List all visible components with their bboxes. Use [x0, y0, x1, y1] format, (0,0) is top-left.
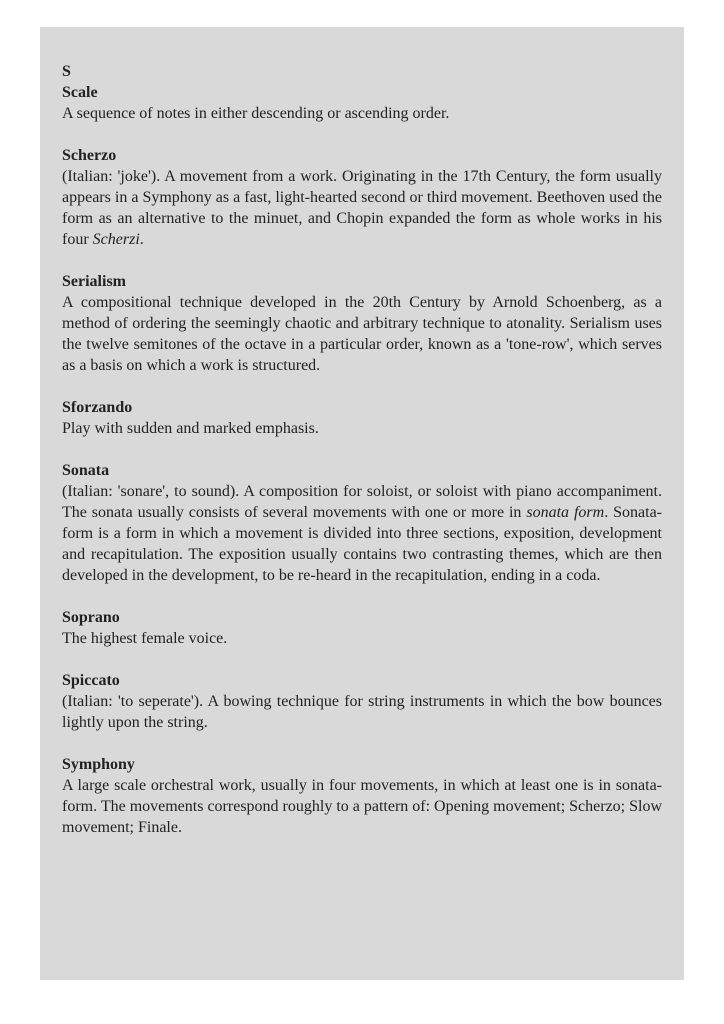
definition-italic-text: sonata form	[526, 504, 605, 521]
definition-italic-text: Scherzi	[92, 231, 140, 248]
glossary-page	[40, 27, 684, 980]
term-definition: The highest female voice.	[62, 630, 228, 647]
definition-text: (Italian: 'sonare', to sound). A composition for soloist, or soloist with piano accompaniment. The sonata usually consists of several movements with one or more in	[62, 483, 662, 521]
entry-scherzo	[62, 145, 662, 250]
term-definition	[62, 166, 662, 250]
term-heading: Scale	[62, 84, 98, 101]
definition-text: . Sonata-form is a form in which a movement is divided into three sections, exposition, development and recapitulation. The exposition usually contains two contrasting themes, which are then developed in the development, to be re-heard in the recapitulation, ending in a coda.	[62, 504, 663, 584]
term-heading: Sforzando	[62, 399, 133, 416]
term-heading: Scherzo	[62, 147, 117, 164]
term-definition: A compositional technique developed in the 20th Century by Arnold Schoenberg, as a method of ordering the seemingly chaotic and arbitrary technique to atonality. Serialism uses the twelve semitones of the octave in a particular order, known as a 'tone-row', which serves as a basis on which a work is structured.	[62, 294, 662, 374]
term-heading: Soprano	[62, 609, 120, 626]
entry-serialism	[62, 271, 662, 376]
entry-sforzando	[62, 397, 662, 439]
term-heading: Spiccato	[62, 672, 120, 689]
term-heading: Symphony	[62, 756, 135, 773]
entry-soprano	[62, 607, 662, 649]
entry-symphony	[62, 754, 662, 838]
entry-scale	[62, 82, 662, 124]
term-definition: A sequence of notes in either descending or ascending order.	[62, 105, 450, 122]
section-letter: S	[62, 63, 71, 80]
term-definition: A large scale orchestral work, usually in four movements, in which at least one is in sonata-form. The movements correspond roughly to a pattern of: Opening movement; Scherzo; Slow movement; Finale.	[62, 777, 663, 836]
entry-spiccato	[62, 670, 662, 733]
term-definition: (Italian: 'to seperate'). A bowing technique for string instruments in which the bow bounces lightly upon the string.	[62, 693, 662, 731]
definition-text: .	[139, 231, 144, 248]
term-definition	[62, 481, 662, 586]
entry-sonata	[62, 460, 662, 586]
definition-text: (Italian: 'joke'). A movement from a work. Originating in the 17th Century, the form usually appears in a Symphony as a fast, light-hearted second or third movement. Beethoven used the form as an alternative to the minuet, and Chopin expanded the form as whole works in his four	[62, 168, 662, 248]
term-definition: Play with sudden and marked emphasis.	[62, 420, 319, 437]
term-heading: Sonata	[62, 462, 110, 479]
term-heading: Serialism	[62, 273, 126, 290]
